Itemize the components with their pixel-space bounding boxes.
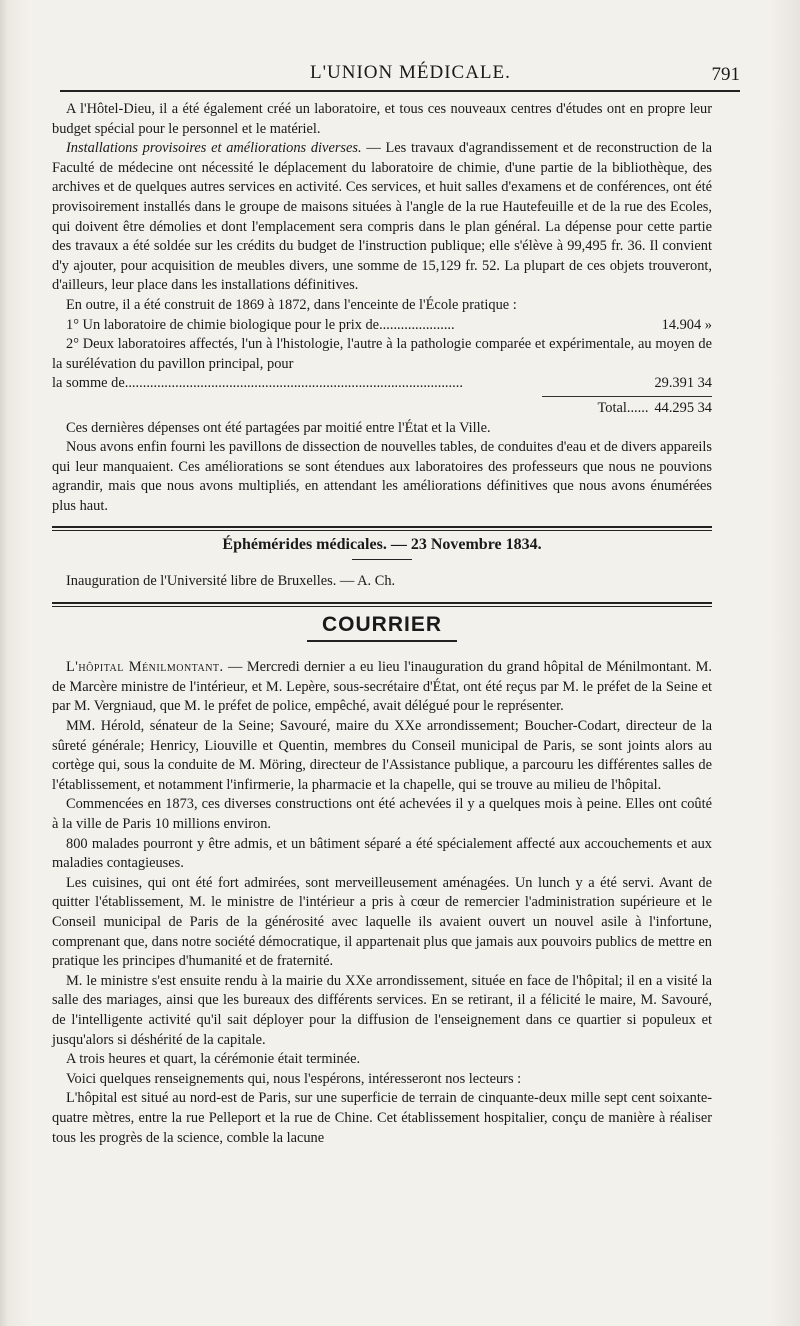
section-divider [52,526,712,531]
courrier-paragraph: Les cuisines, qui ont été fort admirées, sont merveilleusement aménagées. Un lunch y a été servi. Avant de quitter l'établissement, M. le ministre de l'intérieur a pris à cœur de remercier l'administration supérieure et le Conseil municipal de Paris de la générosité avec laquelle ils avaient ouvert un nouvel asile à l'infortune, comprenant que, dans notre société démocratique, il appartenait plus que jamais aux pouvoirs publics de mettre en pratique les principes d'humanité et de fraternité. [52,874,712,970]
courrier-paragraph: Commencées en 1873, ces diverses constructions ont été achevées il y a quelques mois à peine. Elles ont coûté à la ville de Paris 10 millions environ. [52,796,712,832]
ephemerides-text: Inauguration de l'Université libre de Bruxelles. — A. Ch. [66,573,396,590]
courrier-paragraph: A trois heures et quart, la cérémonie était terminée. [66,1051,361,1068]
subheading-installations: Installations provisoires et améliorations diverses. [66,140,362,157]
courrier-paragraph-text: — Mercredi dernier a eu lieu l'inauguration du grand hôpital de Ménilmontant. M. de Marcère ministre de l'intérieur, et M. Lepère, sous-secrétaire d'État, ont été reçus par M. le préfet de la Seine et par M. Vergniaud, que M. le préfet de police, empêché, avait délégué pour le représenter. [52,659,712,715]
expense-item-1-amount: 14.904 » [661,316,712,333]
page-number: 791 [711,64,740,85]
courrier-paragraph: M. le ministre s'est ensuite rendu à la mairie du XXe arrondissement, située en face de l'hôpital; il en a visité la salle des mariages, ainsi que les bureaux des différents services. En se retirant, il a félicité le maire, M. Savouré, de l'intelligente activité qu'il sait déployer pour la diffusion de l'enseignement dans ce quartier si populeux et jusqu'alors si déshérité de la capitale. [52,972,712,1048]
expense-item-2-amount: 29.391 34 [654,375,712,392]
courrier-paragraph: MM. Hérold, sénateur de la Seine; Savouré, maire du XXe arrondissement; Boucher-Codart, directeur de la sûreté générale; Henricy, Liouville et Quentin, membres du Conseil municipal de Paris, se sont joints alors au cortège qui, sous la conduite de M. Möring, directeur de l'Assistance publique, a parcouru les différentes salles de l'établissement, et notamment l'infirmerie, la pharmacie et la chapelle, qui se trouve au milieu de l'hôpital. [52,718,712,793]
courrier-rule [307,640,457,642]
courrier-paragraph: Voici quelques renseignements qui, nous l'espérons, intéresseront nos lecteurs : [66,1070,522,1087]
expense-item-1-label: 1° Un laboratoire de chimie biologique pour le prix de..................... [66,316,455,333]
paragraph-installations-text: — Les travaux d'agrandissement et de reconstruction de la Faculté de médecine ont nécessité le déplacement du laboratoire de chimie, d'une partie de la bibliothèque, des archives et de quelques autres services en activité. Ces services, et huit salles d'examens et de conférences, ont été provisoirement installés dans le groupe de maisons situées à l'angle de la rue Hautefeuille et de la rue des Ecoles, qui doivent être démolies et dont l'emplacement sera compris dans le plan général. La dépense pour cette partie des travaux a été soldée sur les crédits du budget de l'instruction publique; elle s'élève à 99,495 fr. 36. Il convient d'y ajouter, pour acquisition de meubles divers, une somme de 15,129 fr. 52. La plupart de ces objets trouveront, d'ailleurs, leur place dans les installations définitives. [52,140,712,294]
journal-title: L'UNION MÉDICALE. [310,62,511,83]
ephemerides-title: Éphémérides médicales. — 23 Novembre 1834. [222,536,542,554]
article-body [52,100,712,1148]
paragraph-hotel-dieu: A l'Hôtel-Dieu, il a été également créé un laboratoire, et tous ces nouveaux centres d'études ont en propre leur budget spécial pour le personnel et le matériel. [52,101,712,137]
paragraph-pavillons: Nous avons enfin fourni les pavillons de dissection de nouvelles tables, de conduites d'eau et de divers appareils qui leur manquaient. Ces améliorations se sont étendues aux laboratoires des professeurs que nous ne pouvions agrandir, mais que nous avons multipliés, en attendant les améliorations définitives que nous avons énumérées plus haut. [52,439,712,514]
courrier-paragraph [52,658,712,717]
courrier-paragraph: 800 malades pourront y être admis, et un bâtiment séparé a été spécialement affecté aux accouchements et aux maladies contagieuses. [52,835,712,872]
paragraph-en-outre: En outre, il a été construit de 1869 à 1872, dans l'enceinte de l'École pratique : [66,296,517,313]
paragraph-installations [52,139,712,296]
courrier-lead: L'hôpital Ménilmontant. [66,659,224,676]
running-head [60,60,740,92]
expense-total [542,396,712,419]
expense-total-amount: 44.295 34 [654,399,712,416]
short-rule [352,559,412,560]
paragraph-depenses: Ces dernières dépenses ont été partagées par moitié entre l'État et la Ville. [66,419,491,436]
expense-item-2-label: la somme de.............................................................................................. [52,375,463,392]
courrier-paragraph: L'hôpital est situé au nord-est de Paris, sur une superficie de terrain de cinquante-deux mille sept cent soixante-quatre mètres, entre la rue Pelleport et la rue de Chine. Cet établissement hospitalier, conçu de manière à réaliser tous les progrès de la science, comble la lacune [52,1090,712,1146]
expense-item-2 [52,374,712,394]
expense-total-label: Total...... [597,399,649,416]
expense-item-2-text: 2° Deux laboratoires affectés, l'un à l'histologie, l'autre à la pathologie comparée et expérimentale, au moyen de la surélévation du pavillon principal, pour [52,336,712,372]
expense-item-1 [52,316,712,336]
courrier-title: COURRIER [321,612,442,636]
section-divider [52,602,712,607]
